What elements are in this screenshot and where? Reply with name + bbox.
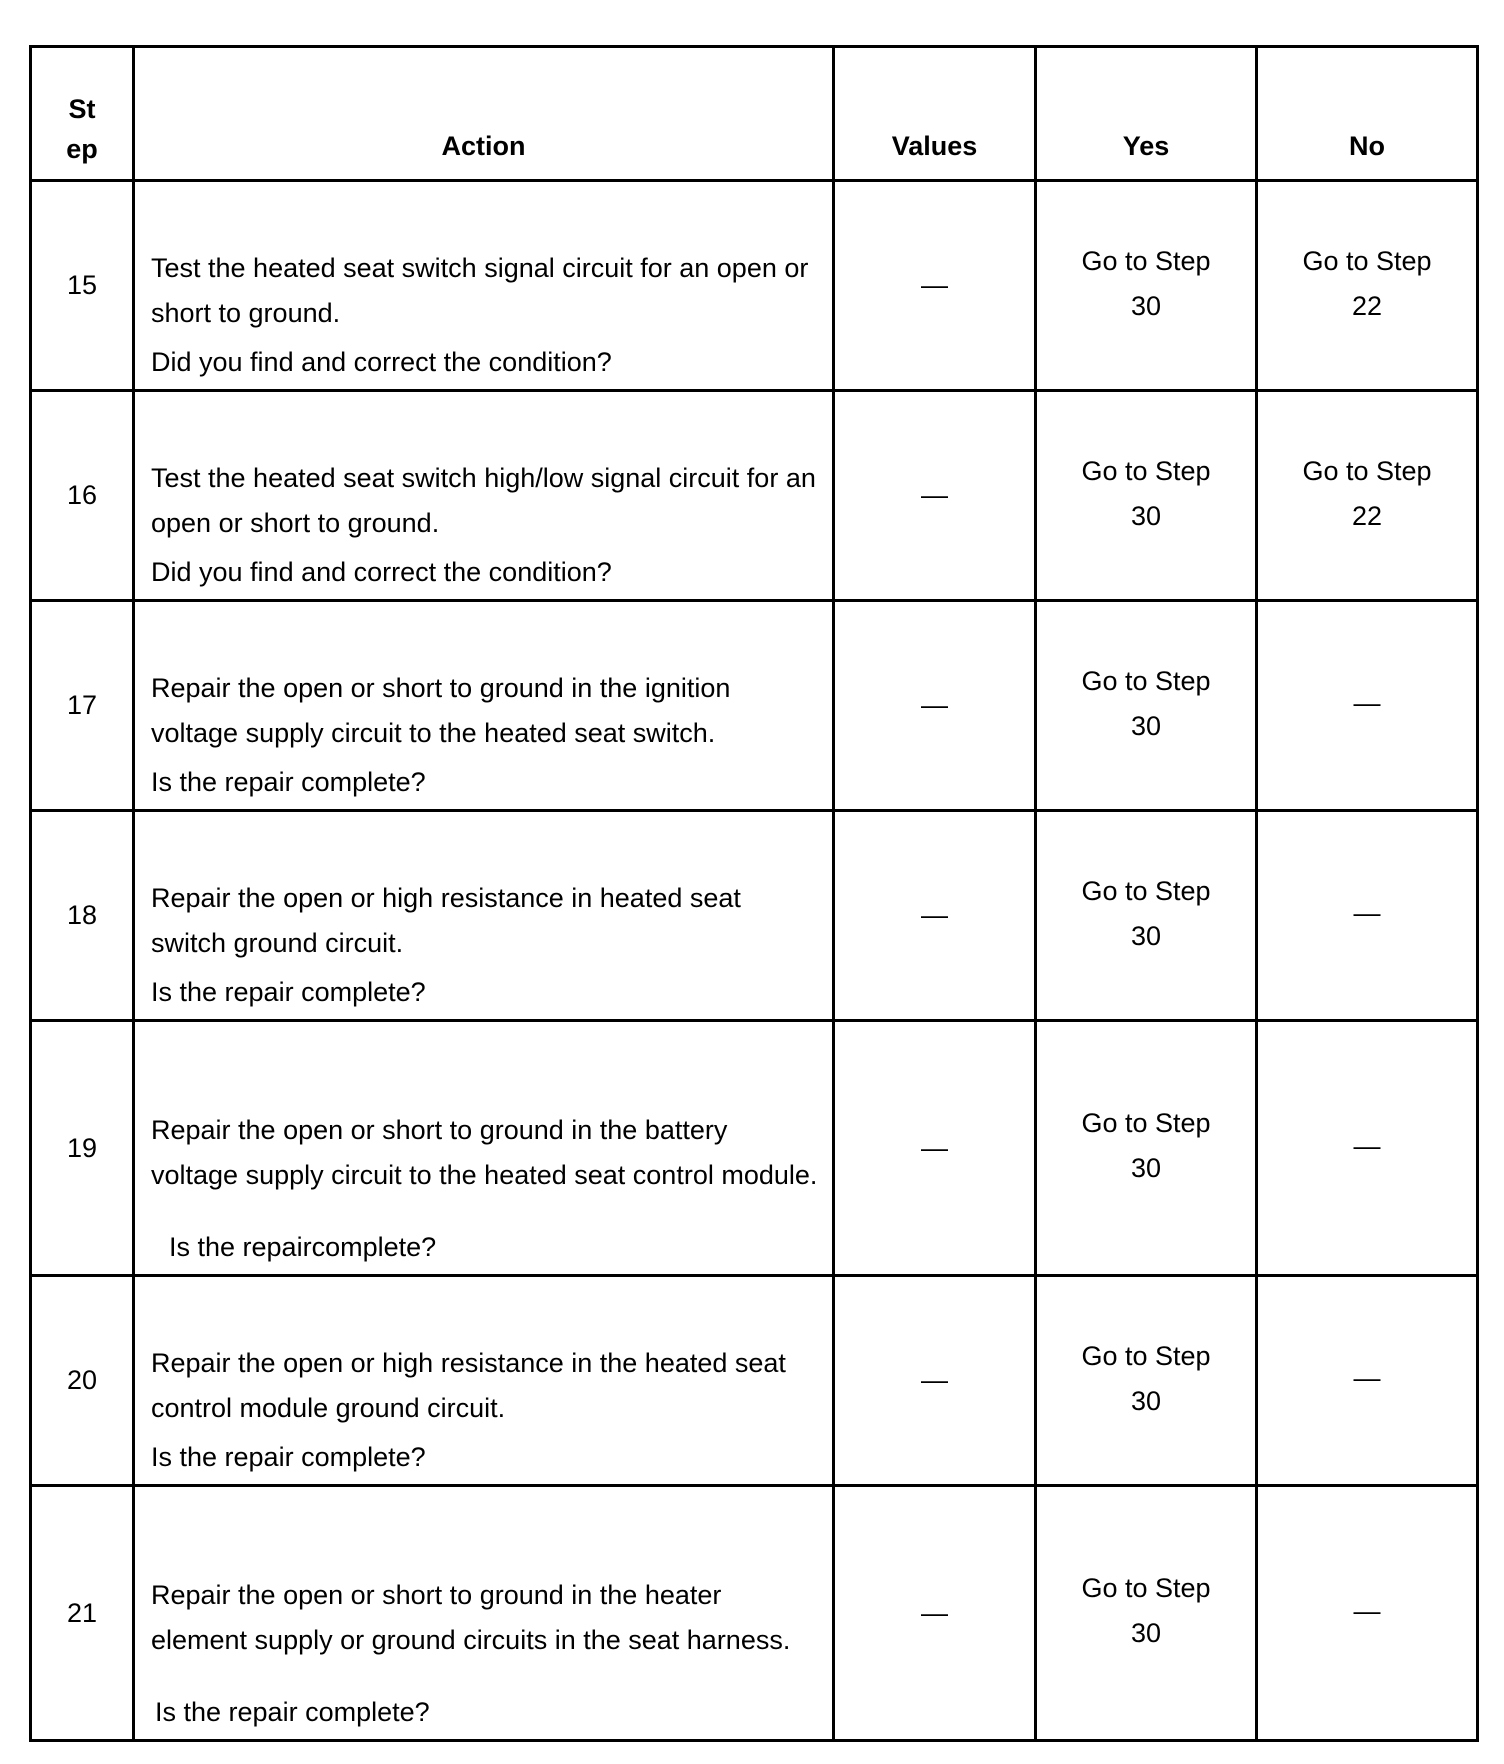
action-cell [134, 1276, 834, 1486]
values-cell: — [834, 1276, 1036, 1486]
values-cell: — [834, 1486, 1036, 1741]
yes-cell [1036, 1021, 1257, 1276]
yes-goto-step: 30 [1130, 920, 1162, 951]
action-cell [134, 1486, 834, 1741]
header-step [31, 47, 134, 181]
no-cell [1257, 811, 1478, 1021]
no-goto-step: — [1353, 1363, 1381, 1393]
no-cell [1257, 1021, 1478, 1276]
yes-cell [1036, 181, 1257, 391]
action-question: Is the repaircomplete? [169, 1232, 437, 1262]
header-values: Values [834, 47, 1036, 181]
no-cell [1257, 601, 1478, 811]
no-cell [1257, 1486, 1478, 1741]
action-question: Is the repair complete? [155, 1697, 430, 1727]
table-row [31, 811, 1478, 1021]
header-action: Action [134, 47, 834, 181]
no-goto-step: — [1353, 898, 1381, 928]
action-text: Repair the open or short to ground in the battery voltage supply circuit to the heated seat control module. [151, 1115, 818, 1190]
yes-goto-step: 30 [1130, 500, 1162, 531]
values-cell: — [834, 601, 1036, 811]
yes-goto-label: Go to Step [1081, 1340, 1211, 1371]
yes-cell [1036, 1276, 1257, 1486]
no-cell [1257, 1276, 1478, 1486]
table-row [31, 1276, 1478, 1486]
no-goto-label: Go to Step [1302, 455, 1432, 486]
no-cell [1257, 391, 1478, 601]
action-question: Did you find and correct the condition? [151, 557, 612, 587]
step-number: 15 [31, 181, 134, 391]
table-row [31, 181, 1478, 391]
table-header-row [31, 47, 1478, 181]
step-number: 21 [31, 1486, 134, 1741]
yes-goto-label: Go to Step [1081, 455, 1211, 486]
step-number: 19 [31, 1021, 134, 1276]
table-row [31, 391, 1478, 601]
yes-cell [1036, 391, 1257, 601]
action-text: Repair the open or high resistance in the heated seat control module ground circuit. [151, 1347, 786, 1423]
step-number: 16 [31, 391, 134, 601]
action-cell [134, 181, 834, 391]
values-cell: — [834, 1021, 1036, 1276]
diagnostic-table [29, 45, 1479, 1742]
yes-cell [1036, 601, 1257, 811]
header-step-line2: ep [66, 134, 98, 164]
action-text: Repair the open or high resistance in heated seat switch ground circuit. [151, 882, 741, 958]
yes-goto-step: 30 [1130, 1618, 1162, 1648]
no-cell [1257, 181, 1478, 391]
yes-goto-step: 30 [1130, 710, 1162, 741]
no-goto-step: 22 [1351, 500, 1383, 531]
no-goto-step: — [1353, 688, 1381, 718]
yes-goto-label: Go to Step [1081, 665, 1211, 696]
action-cell [134, 391, 834, 601]
yes-cell [1036, 811, 1257, 1021]
values-cell: — [834, 811, 1036, 1021]
action-question: Did you find and correct the condition? [151, 347, 612, 377]
yes-cell [1036, 1486, 1257, 1741]
action-cell [134, 601, 834, 811]
yes-goto-label: Go to Step [1081, 1573, 1211, 1603]
action-text: Test the heated seat switch signal circuit for an open or short to ground. [151, 252, 809, 328]
yes-goto-label: Go to Step [1081, 875, 1211, 906]
action-question: Is the repair complete? [151, 767, 426, 797]
values-cell: — [834, 391, 1036, 601]
step-number: 20 [31, 1276, 134, 1486]
action-cell [134, 811, 834, 1021]
yes-goto-step: 30 [1130, 1153, 1162, 1183]
action-question: Is the repair complete? [151, 977, 426, 1007]
header-no: No [1257, 47, 1478, 181]
yes-goto-step: 30 [1130, 1385, 1162, 1416]
table-row [31, 601, 1478, 811]
values-cell: — [834, 181, 1036, 391]
action-text: Repair the open or short to ground in the heater element supply or ground circuits in the seat harness. [151, 1580, 791, 1655]
step-number: 17 [31, 601, 134, 811]
yes-goto-label: Go to Step [1081, 1108, 1211, 1138]
yes-goto-label: Go to Step [1081, 245, 1211, 276]
table-row [31, 1486, 1478, 1741]
no-goto-label: Go to Step [1302, 245, 1432, 276]
table-row [31, 1021, 1478, 1276]
header-step-line1: St [68, 94, 96, 124]
action-question: Is the repair complete? [151, 1442, 426, 1472]
no-goto-step: — [1353, 1595, 1381, 1626]
yes-goto-step: 30 [1130, 290, 1162, 321]
step-number: 18 [31, 811, 134, 1021]
no-goto-step: 22 [1351, 290, 1383, 321]
action-text: Repair the open or short to ground in the ignition voltage supply circuit to the heated seat switch. [151, 672, 731, 748]
action-text: Test the heated seat switch high/low signal circuit for an open or short to ground. [151, 462, 816, 538]
action-cell [134, 1021, 834, 1276]
no-goto-step: — [1353, 1130, 1381, 1161]
header-yes: Yes [1036, 47, 1257, 181]
